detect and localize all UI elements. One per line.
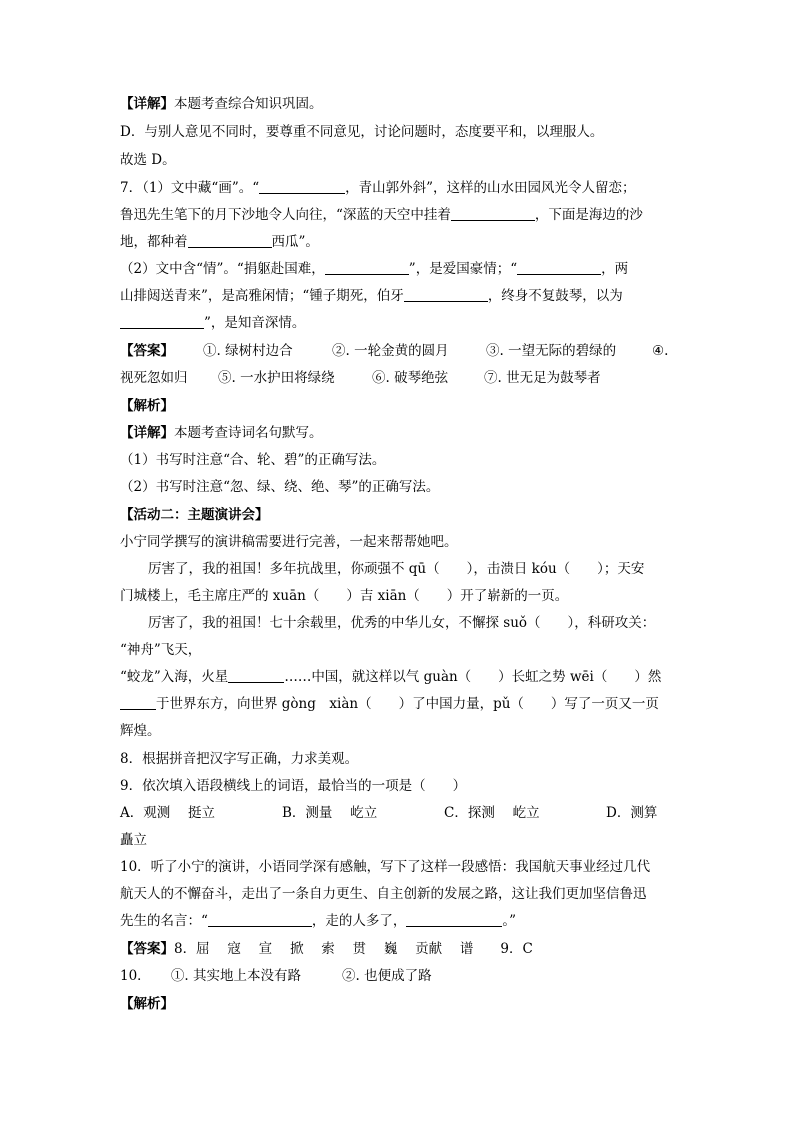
- option-a: A．观测 挺立: [120, 805, 216, 821]
- answer-tag: 【答案】: [120, 343, 174, 359]
- question-10-line-2: 航天人的不懈奋斗，走出了一条自力更生、自主创新的发展之路，这让我们更加坚信鲁迅: [120, 886, 647, 902]
- question-9: 9．依次填入语段横线上的词语，最恰当的一项是（ ）: [120, 778, 467, 794]
- speech-line: “神舟”飞天，: [120, 642, 202, 658]
- answer-blank: [120, 695, 156, 710]
- text-line: D．与别人意见不同时，要尊重不同意见，讨论问题时，态度要平和，以理服人。: [120, 124, 604, 140]
- answer-item: ①. 绿树村边合: [203, 343, 293, 359]
- answer-blank: [517, 260, 601, 275]
- text-line: （2）书写时注意“忽、绿、绕、绝、琴”的正确写法。: [120, 479, 440, 495]
- question-8: 8．根据拼音把汉字写正确，力求美观。: [120, 751, 359, 767]
- answer-text: 8．屈 寇 宣 掀 索 贯 巍 贡献 谱 9．C: [174, 941, 533, 957]
- text-segment: ”，是知音深情。: [204, 315, 306, 331]
- detail-text: 本题考查综合知识巩固。: [174, 96, 323, 112]
- question-7-line-6: [120, 313, 305, 333]
- text-segment: ，两: [601, 261, 629, 277]
- answer-blank: [208, 912, 312, 927]
- answer-tag: 【答案】: [120, 941, 174, 957]
- text-segment: 于世界东方，向世界 gòng xiàn（ ）了中国力量，pǔ（ ）写了一页又一页: [156, 696, 659, 712]
- answer-item: ⑦. 世无足为鼓琴者: [484, 370, 601, 386]
- option-d: D．测算: [606, 805, 658, 821]
- text-segment: 7．（1）文中藏“画”。“: [120, 180, 260, 196]
- text-line: 故选 D。: [120, 152, 176, 168]
- analysis-tag: 【解析】: [120, 996, 174, 1012]
- answer-blank: [259, 179, 345, 194]
- analysis-tag: 【解析】: [120, 398, 174, 414]
- question-10-line-3: [120, 911, 516, 931]
- text-segment: 山排闼送青来”，是高雅闲情；“锺子期死，伯牙: [120, 288, 404, 304]
- speech-line: [120, 667, 661, 687]
- answer-item: 视死忽如归: [120, 370, 188, 386]
- text-segment: （2）文中含“情”。“捐躯赴国难，: [120, 261, 325, 277]
- speech-line: [120, 694, 659, 714]
- text-segment: ”，是爱国豪情；“: [408, 261, 518, 277]
- text-segment: 鲁迅先生笔下的月下沙地令人向往，“深蓝的天空中挂着: [120, 207, 451, 223]
- detail-line: [120, 94, 323, 114]
- option-b: B．测量 屹立: [282, 805, 378, 821]
- option-c: C．探测 屹立: [444, 805, 540, 821]
- text-segment: 。”: [502, 913, 517, 929]
- speech-line: 门城楼上，毛主席庄严的 xuān（ ）吉 xiān（ ）开了崭新的一页。: [120, 588, 569, 604]
- answer-item: ⑥. 破琴绝弦: [372, 370, 449, 386]
- question-10-line-1: 10．听了小宁的演讲，小语同学深有感触，写下了这样一段感悟：我国航天事业经过几代: [120, 859, 651, 875]
- question-7-line-4: [120, 259, 628, 279]
- text-segment: ，终身不复鼓琴，以为: [487, 288, 623, 304]
- answer-blank: [188, 233, 272, 248]
- text-segment: ，走的人多了，: [311, 913, 407, 929]
- intro-line: 小宁同学撰写的演讲稿需要进行完善，一起来帮帮她吧。: [120, 534, 458, 550]
- question-7-line-5: [120, 286, 623, 306]
- answer-item: 10． ①. 其实地上本没有路: [120, 968, 302, 984]
- speech-line: 辉煌。: [120, 723, 161, 739]
- text-segment: ，下面是海边的沙: [534, 207, 643, 223]
- text-segment: ，青山郭外斜”，这样的山水田园风光令人留恋；: [345, 180, 636, 196]
- text-segment: 地，都种着: [120, 234, 188, 250]
- answer-blank: [325, 260, 409, 275]
- text-segment: “蛟龙”入海，火星: [120, 669, 229, 685]
- answer-line-2: [120, 939, 533, 959]
- answer-blank: [228, 668, 284, 683]
- activity-heading: 【活动二：主题演讲会】: [120, 507, 269, 523]
- answer-blank: [406, 912, 502, 927]
- text-segment: ……中国，就这样以气 guàn（ ）长虹之势 wēi（ ）然: [284, 669, 662, 685]
- answer-item: ⑤. 一水护田将绿绕: [218, 370, 335, 386]
- speech-line: 厉害了，我的祖国！多年抗战里，你顽强不 qū（ ），击溃日 kóu（ ）；天安: [148, 561, 645, 577]
- answer-item: ②. 一轮金黄的圆月: [332, 343, 449, 359]
- text-segment: 西瓜”。: [271, 234, 319, 250]
- text-segment: 先生的名言：“: [120, 913, 208, 929]
- question-7-line-3: [120, 232, 319, 252]
- detail-tag: 【详解】: [120, 96, 174, 112]
- question-7-line-1: [120, 178, 636, 198]
- answer-blank: [404, 287, 488, 302]
- detail-tag: 【详解】: [120, 425, 174, 441]
- question-7-line-2: [120, 205, 643, 225]
- answer-line-1: [120, 341, 174, 361]
- answer-item: ④.: [652, 343, 669, 359]
- detail-text: 本题考查诗词名句默写。: [174, 425, 323, 441]
- answer-item: ②. 也便成了路: [342, 968, 432, 984]
- text-line: （1）书写时注意“合、轮、碧”的正确写法。: [120, 452, 386, 468]
- answer-blank: [120, 314, 204, 329]
- detail-line: [120, 423, 323, 443]
- speech-line: 厉害了，我的祖国！七十余载里，优秀的中华儿女，不懈探 suǒ（ ），科研攻关：: [148, 615, 656, 631]
- option-d-cont: 矗立: [120, 832, 147, 848]
- answer-item: ③. 一望无际的碧绿的: [486, 343, 617, 359]
- answer-blank: [451, 206, 535, 221]
